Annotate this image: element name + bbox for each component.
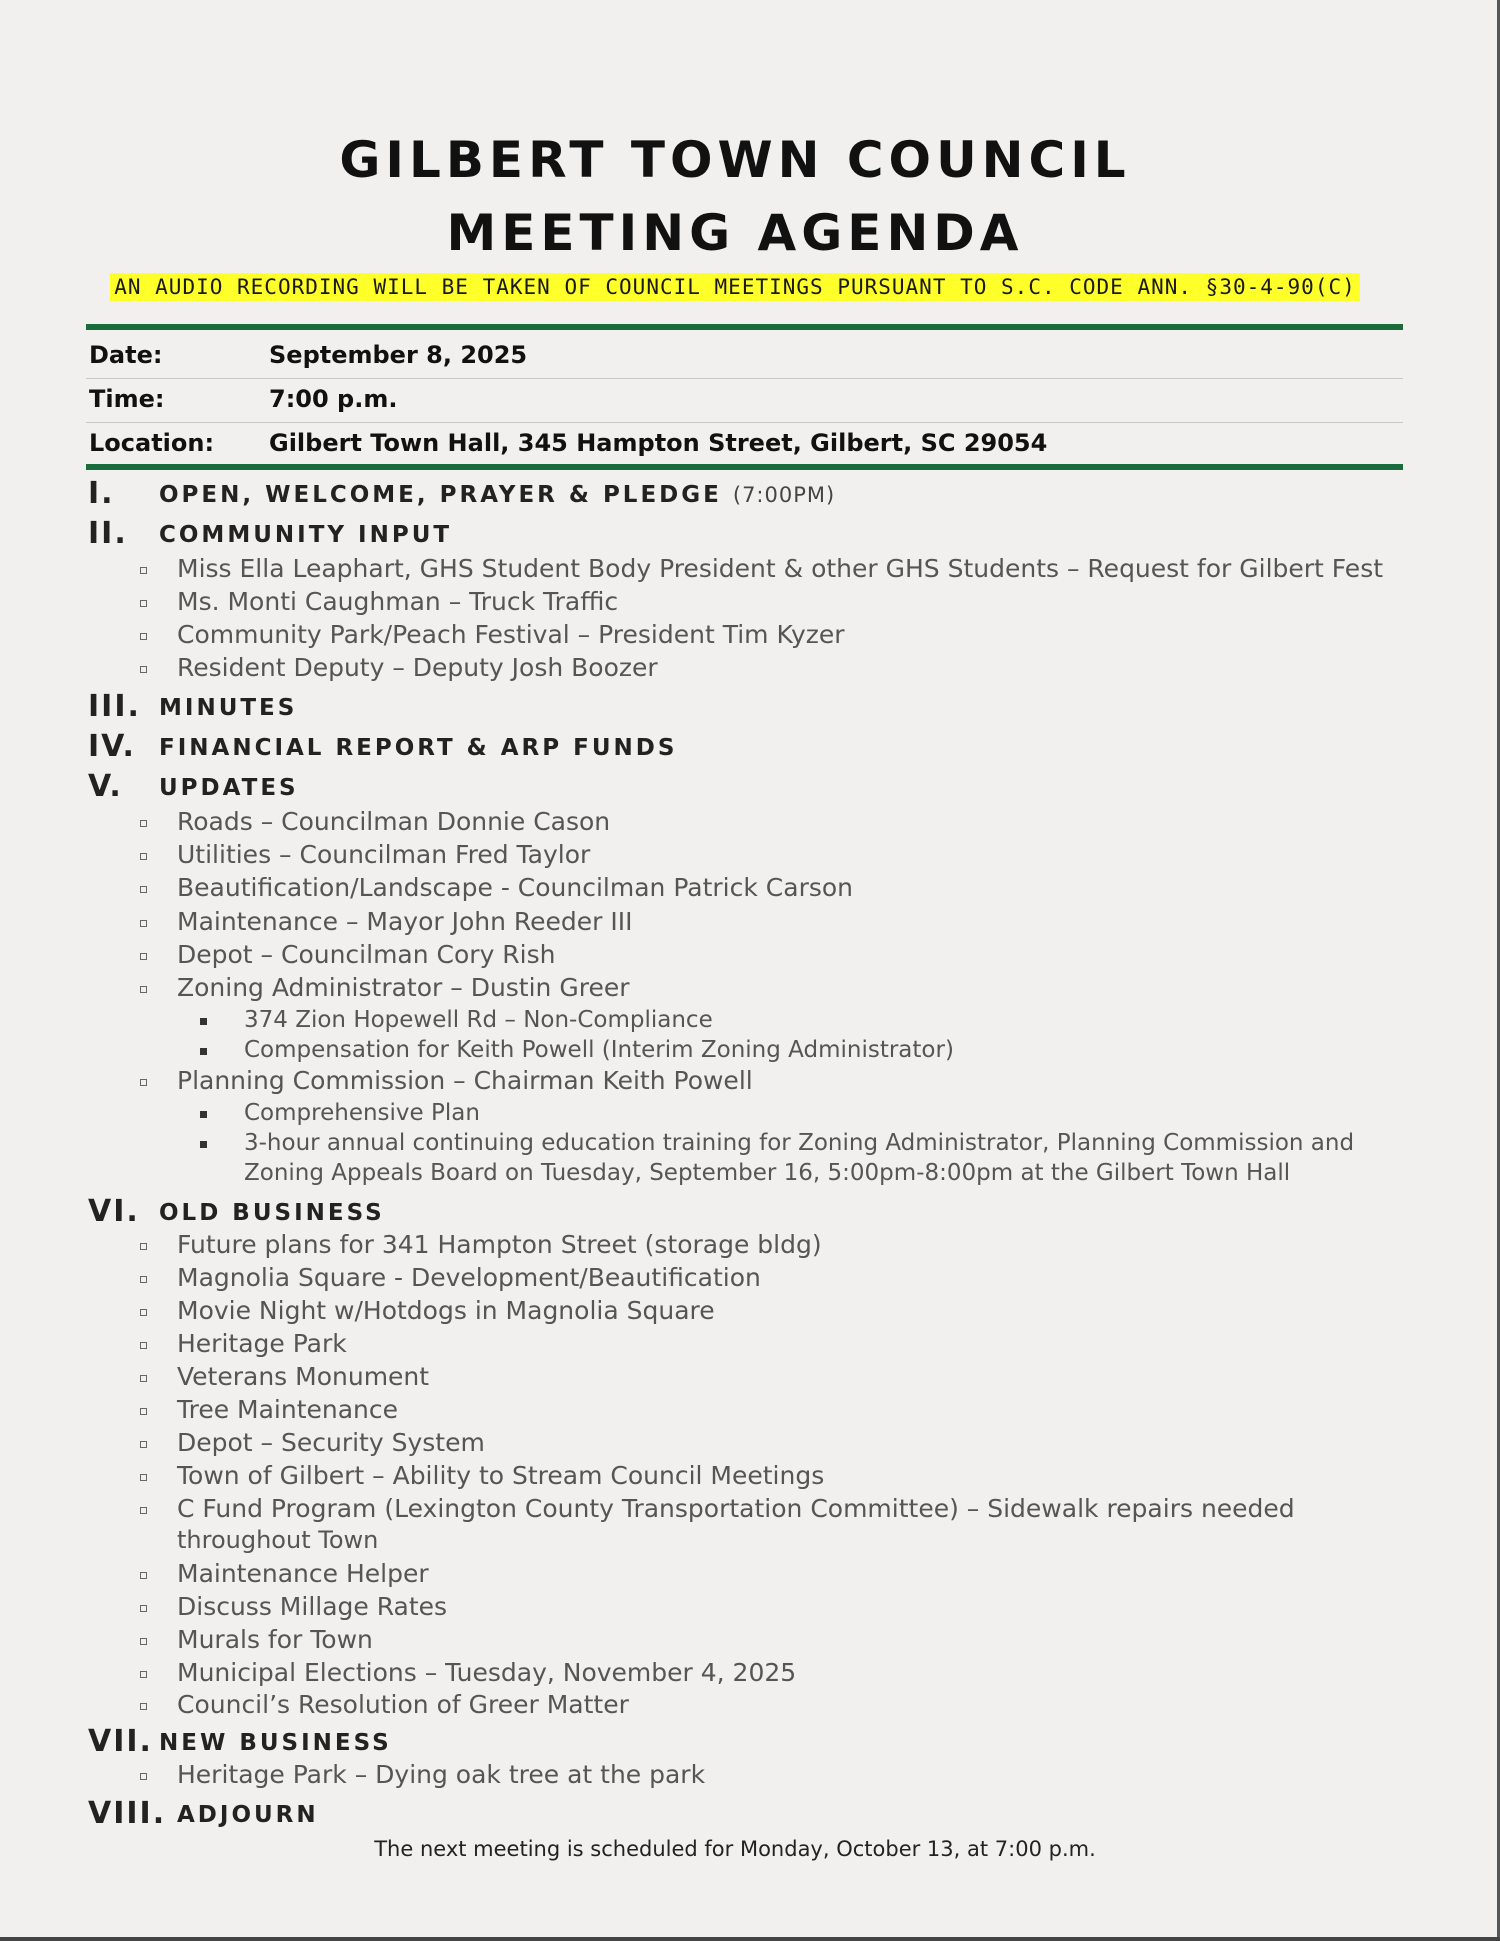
hollow-square-bullet-icon <box>140 1474 147 1481</box>
filled-square-bullet-icon <box>200 1111 207 1118</box>
section-new-business <box>88 1724 392 1759</box>
list-item-text: Depot – Security System <box>177 1428 485 1457</box>
filled-square-bullet-icon <box>200 1018 207 1025</box>
time-label: Time: <box>89 385 165 413</box>
list-item-text: Depot – Councilman Cory Rish <box>177 940 556 969</box>
list-item-text: Movie Night w/Hotdogs in Magnolia Square <box>177 1296 715 1325</box>
title-line-2: MEETING AGENDA <box>446 204 1024 262</box>
section-number: IV. <box>88 729 136 764</box>
sub-list-item-text: 3-hour annual continuing education training for Zoning Administrator, Planning Commission and <box>244 1130 1355 1156</box>
sub-list-item-text: 374 Zion Hopewell Rd – Non-Compliance <box>244 1007 713 1033</box>
sub-list-item-text: Comprehensive Plan <box>244 1100 480 1126</box>
hollow-square-bullet-icon <box>140 953 147 960</box>
hollow-square-bullet-icon <box>140 1342 147 1349</box>
hollow-square-bullet-icon <box>140 1671 147 1678</box>
next-meeting-note: The next meeting is scheduled for Monday, October 13, at 7:00 p.m. <box>374 1837 1096 1861</box>
filled-square-bullet-icon <box>200 1048 207 1055</box>
section-open <box>88 476 836 511</box>
hollow-square-bullet-icon <box>140 567 147 574</box>
hollow-square-bullet-icon <box>140 1375 147 1382</box>
hollow-square-bullet-icon <box>140 886 147 893</box>
list-item-text: Beautification/Landscape - Councilman Patrick Carson <box>177 873 854 902</box>
section-number: VIII. <box>88 1796 167 1831</box>
title-line-1: GILBERT TOWN COUNCIL <box>339 131 1131 189</box>
section-title: FINANCIAL REPORT & ARP FUNDS <box>159 735 678 761</box>
list-item-continuation: throughout Town <box>177 1526 379 1554</box>
hollow-square-bullet-icon <box>140 1408 147 1415</box>
hollow-square-bullet-icon <box>140 986 147 993</box>
list-item-text: Planning Commission – Chairman Keith Powell <box>177 1066 753 1095</box>
list-item-text: Resident Deputy – Deputy Josh Boozer <box>177 653 658 682</box>
date-row <box>86 334 1403 379</box>
list-item-text: Discuss Millage Rates <box>177 1592 448 1621</box>
list-item-text: Heritage Park – Dying oak tree at the park <box>177 1760 706 1789</box>
section-title: NEW BUSINESS <box>159 1730 392 1756</box>
recording-notice: AN AUDIO RECORDING WILL BE TAKEN OF COUNCIL MEETINGS PURSUANT TO S.C. CODE ANN. §30-4-90(C) <box>110 273 1360 301</box>
hollow-square-bullet-icon <box>140 1638 147 1645</box>
date-value: September 8, 2025 <box>269 341 528 369</box>
hollow-square-bullet-icon <box>140 1309 147 1316</box>
section-title: COMMUNITY INPUT <box>159 522 453 548</box>
location-label: Location: <box>89 429 215 457</box>
list-item-text: Utilities – Councilman Fred Taylor <box>177 840 591 869</box>
section-minutes <box>88 689 298 724</box>
section-number: VII. <box>88 1724 153 1759</box>
filled-square-bullet-icon <box>200 1141 207 1148</box>
hollow-square-bullet-icon <box>140 920 147 927</box>
hollow-square-bullet-icon <box>140 1605 147 1612</box>
list-item-text: Zoning Administrator – Dustin Greer <box>177 973 630 1002</box>
section-number: I. <box>88 476 115 511</box>
hollow-square-bullet-icon <box>140 1079 147 1086</box>
list-item-text: Tree Maintenance <box>177 1395 399 1424</box>
section-heading <box>159 482 835 508</box>
list-item-text: C Fund Program (Lexington County Transportation Committee) – Sidewalk repairs needed <box>177 1494 1295 1523</box>
list-item-text: Maintenance – Mayor John Reeder III <box>177 907 633 936</box>
list-item-text: Maintenance Helper <box>177 1559 429 1588</box>
hollow-square-bullet-icon <box>140 1703 147 1710</box>
hollow-square-bullet-icon <box>140 1243 147 1250</box>
list-item-text: Murals for Town <box>177 1625 373 1654</box>
section-adjourn <box>88 1796 319 1831</box>
top-green-rule <box>86 324 1403 330</box>
section-title: OLD BUSINESS <box>159 1200 385 1226</box>
list-item-text: Miss Ella Leaphart, GHS Student Body President & other GHS Students – Request for Gilbert Fest <box>177 554 1384 583</box>
list-item-text: Future plans for 341 Hampton Street (storage bldg) <box>177 1230 822 1259</box>
list-item-text: Heritage Park <box>177 1329 347 1358</box>
hollow-square-bullet-icon <box>140 1276 147 1283</box>
section-title: ADJOURN <box>177 1802 319 1828</box>
location-row <box>86 422 1403 466</box>
section-title: MINUTES <box>159 695 298 721</box>
list-item-text: Ms. Monti Caughman – Truck Traffic <box>177 587 619 616</box>
section-updates <box>88 769 299 804</box>
section-title: OPEN, WELCOME, PRAYER & PLEDGE <box>159 482 722 508</box>
list-item-text: Municipal Elections – Tuesday, November 4, 2025 <box>177 1658 797 1687</box>
section-number: II. <box>88 516 128 551</box>
bottom-green-rule <box>86 464 1403 470</box>
hollow-square-bullet-icon <box>140 1572 147 1579</box>
section-title: UPDATES <box>159 775 299 801</box>
sub-list-item-continuation: Zoning Appeals Board on Tuesday, September 16, 5:00pm-8:00pm at the Gilbert Town Hall <box>244 1160 1291 1186</box>
list-item-text: Council’s Resolution of Greer Matter <box>177 1690 629 1719</box>
hollow-square-bullet-icon <box>140 600 147 607</box>
list-item-text: Magnolia Square - Development/Beautification <box>177 1263 761 1292</box>
list-item-text: Town of Gilbert – Ability to Stream Council Meetings <box>177 1461 825 1490</box>
section-number: V. <box>88 769 123 804</box>
hollow-square-bullet-icon <box>140 666 147 673</box>
section-community-input <box>88 516 453 551</box>
hollow-square-bullet-icon <box>140 633 147 640</box>
section-number: III. <box>88 689 141 724</box>
list-item-text: Community Park/Peach Festival – President Tim Kyzer <box>177 620 845 649</box>
section-number: VI. <box>88 1194 140 1229</box>
location-value: Gilbert Town Hall, 345 Hampton Street, Gilbert, SC 29054 <box>269 429 1048 457</box>
section-old-business <box>88 1194 385 1229</box>
hollow-square-bullet-icon <box>140 853 147 860</box>
hollow-square-bullet-icon <box>140 1773 147 1780</box>
hollow-square-bullet-icon <box>140 1441 147 1448</box>
time-row <box>86 378 1403 423</box>
date-label: Date: <box>89 341 163 369</box>
list-item-text: Roads – Councilman Donnie Cason <box>177 807 611 836</box>
section-financial-report <box>88 729 678 764</box>
sub-list-item-text: Compensation for Keith Powell (Interim Zoning Administrator) <box>244 1037 954 1063</box>
section-time: (7:00PM) <box>732 483 836 507</box>
time-value: 7:00 p.m. <box>269 385 398 413</box>
page-bottom-border <box>0 1937 1500 1941</box>
recording-notice-wrap <box>0 273 1470 301</box>
hollow-square-bullet-icon <box>140 1507 147 1514</box>
hollow-square-bullet-icon <box>140 820 147 827</box>
list-item-text: Veterans Monument <box>177 1362 430 1391</box>
